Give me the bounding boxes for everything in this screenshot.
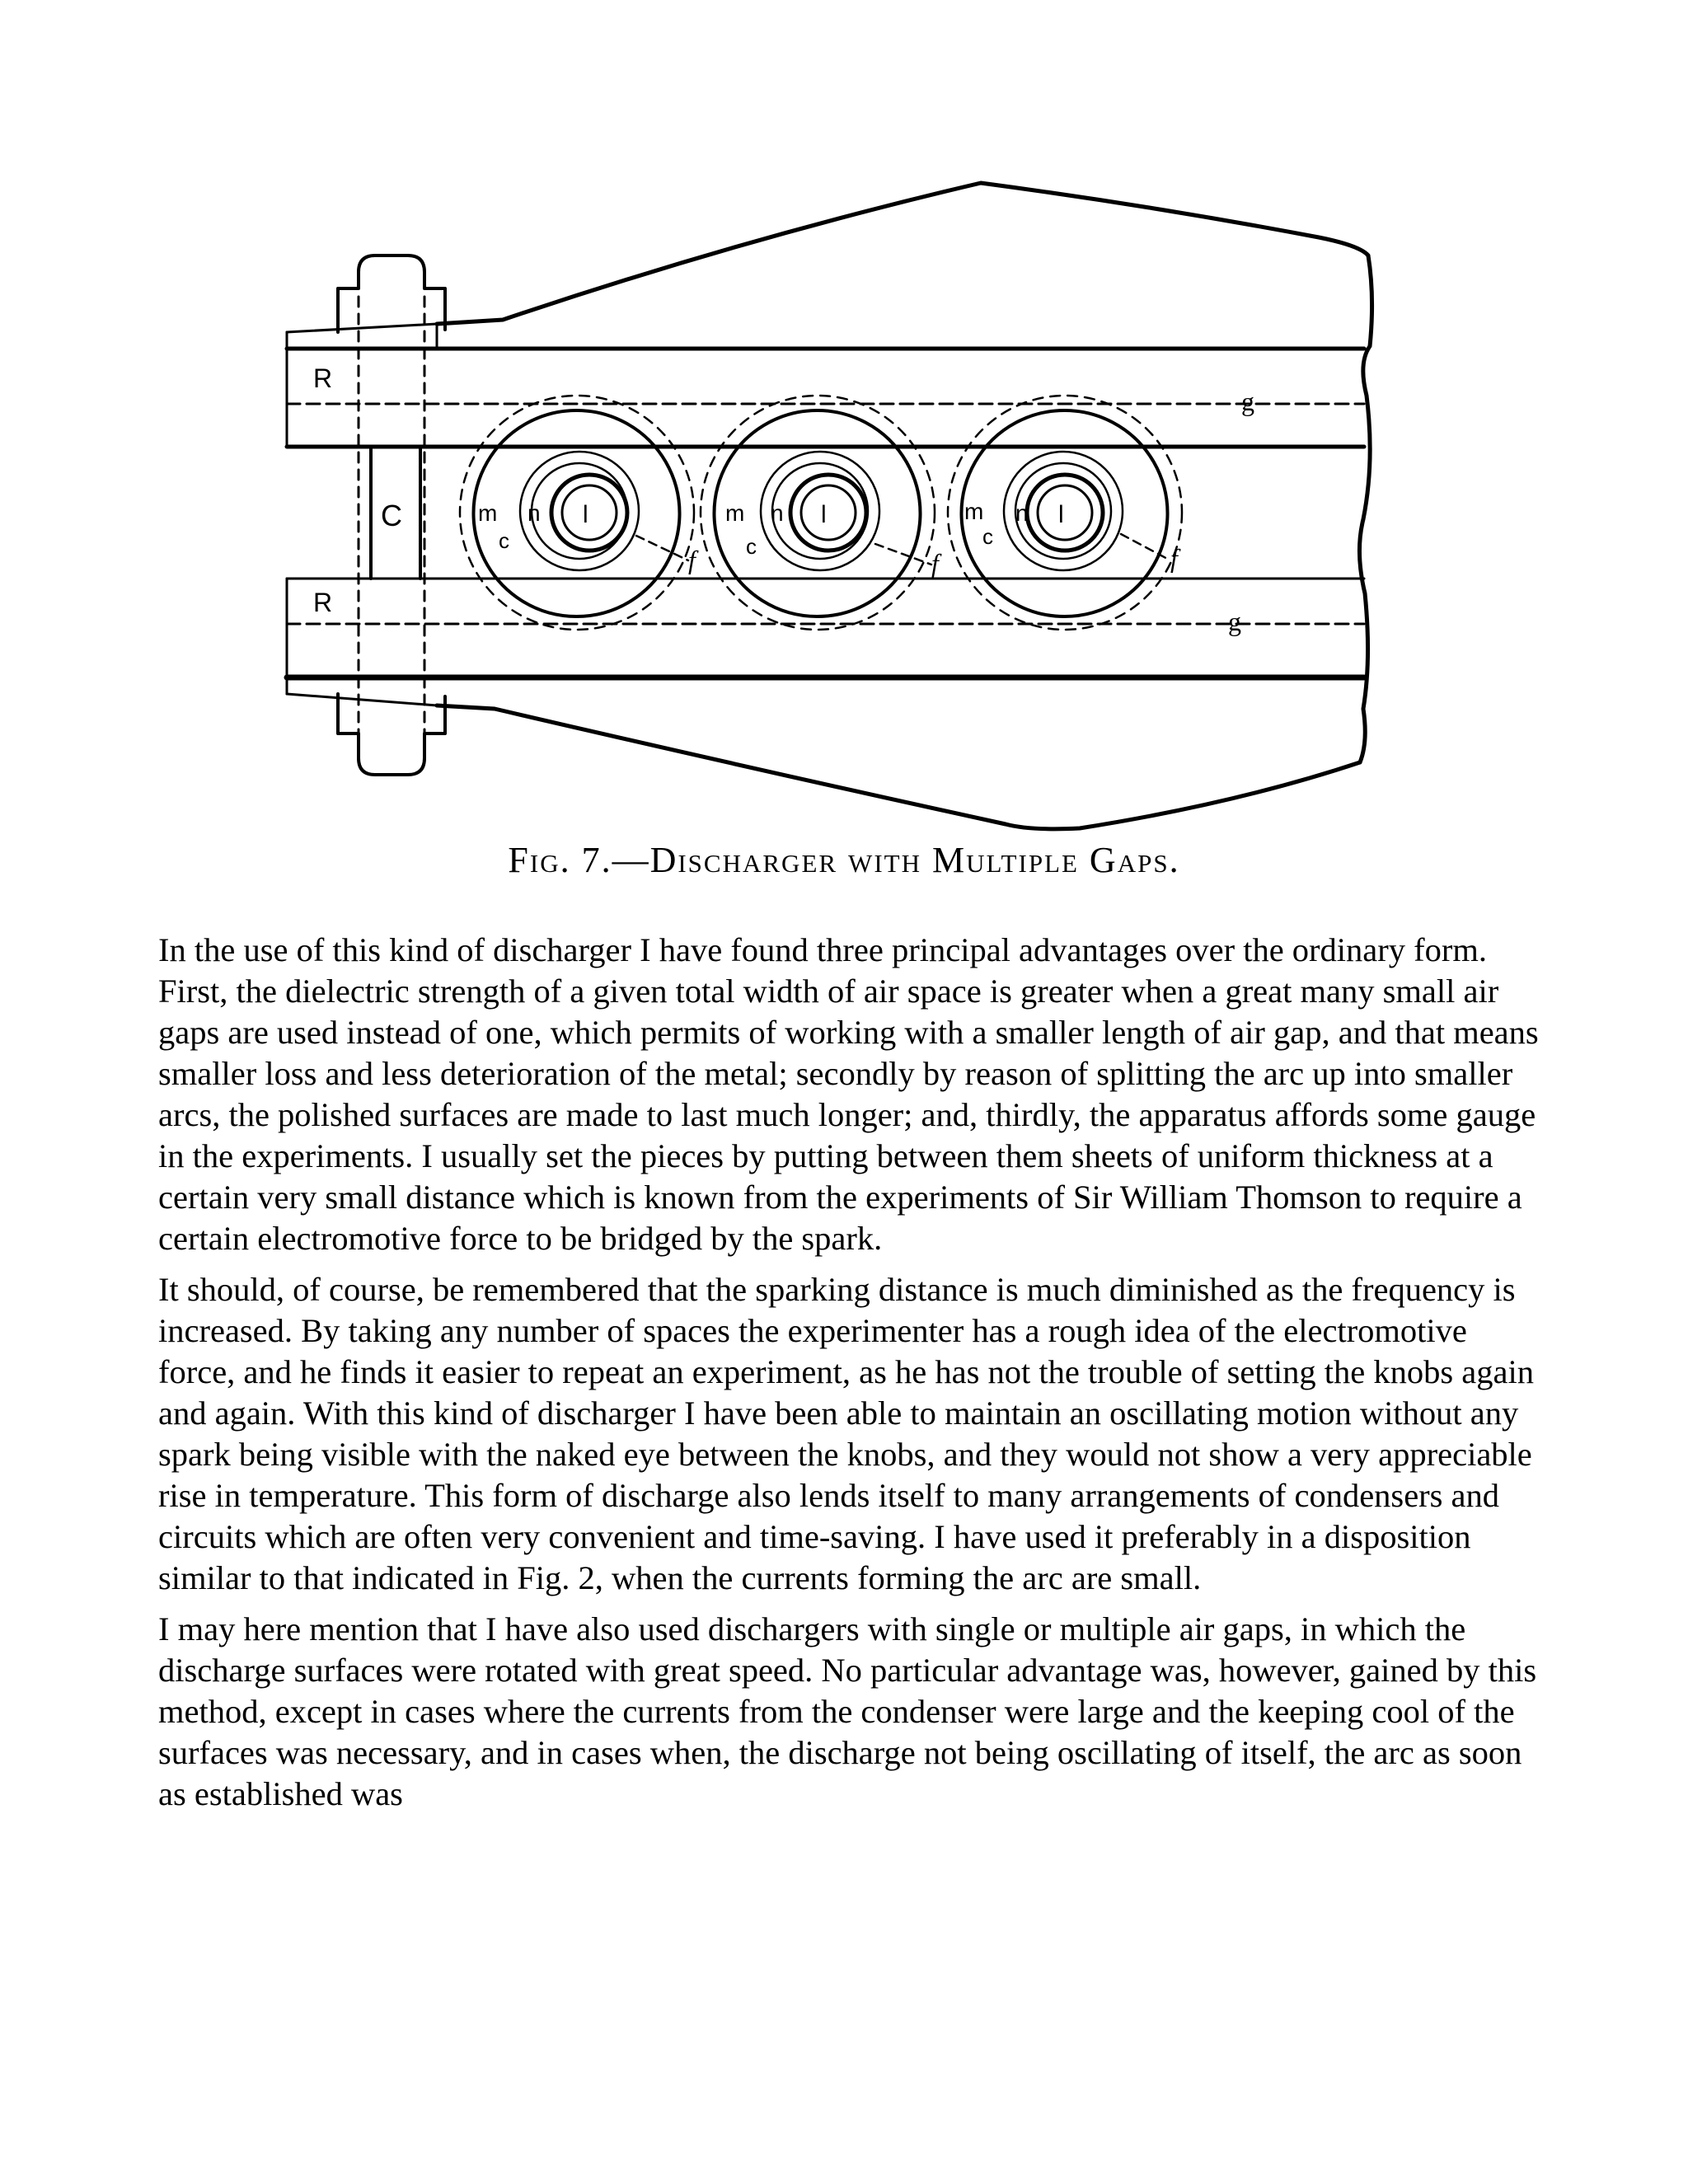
paragraph-1: In the use of this kind of discharger I have found three principal advantages over the ordinary form. First, the dielectric strength of a given total width of air space is greater when a great many small air gaps are used instead of one, which permits of working with a smaller length of air gap, and that means smaller loss and less deterioration of the metal; secondly by reason of splitting the arc up into smaller arcs, the polished surfaces are made to last much longer; and, thirdly, the apparatus affords some gauge in the experiments. I usually set the pieces by putting between them sheets of uniform thickness at a certain very small distance which is known from the experiments of Sir William Thomson to require a certain electromotive force to be bridged by the spark. <box>158 931 1539 1257</box>
paragraph-2: It should, of course, be remembered that the sparking distance is much diminished as the frequency is increased. By taking any number of spaces the experimenter has a rough idea of the electromotive force, and he finds it easier to repeat an experiment, as he has not the trouble of setting the knobs again and again. With this kind of discharger I have been able to maintain an oscillating motion without any spark being visible with the naked eye between the knobs, and they would not show a very appreciable rise in temperature. This form of discharge also lends itself to many arrangements of condensers and circuits which are often very convenient and time-saving. I have used it preferably in a disposition similar to that indicated in Fig. 2, when the currents forming the arc are small. <box>158 1271 1534 1596</box>
label-m-2: m <box>725 500 745 526</box>
label-f-2: f <box>931 548 939 578</box>
label-c-3: c <box>982 524 993 549</box>
body-outline-right <box>1359 255 1372 762</box>
label-c-2: c <box>746 534 757 559</box>
label-g-top: g <box>1241 387 1254 416</box>
label-m-3: m <box>964 499 984 524</box>
body-text <box>158 930 1543 1825</box>
bolt-cap-top-left <box>338 272 359 332</box>
label-g-bottom: g <box>1228 607 1241 636</box>
label-R-bottom: R <box>313 588 333 617</box>
bar-top-upper <box>287 324 437 349</box>
body-outline-top <box>437 183 1368 324</box>
label-f-3: f <box>1170 543 1178 573</box>
label-c-1: c <box>499 528 509 553</box>
label-m-1: m <box>478 500 498 526</box>
bar-bottom-lower <box>287 694 437 705</box>
label-n-3: n <box>1015 500 1029 526</box>
bolt-cap-top <box>359 255 445 330</box>
paragraph-3: I may here mention that I have also used dischargers with single or multiple air gaps, in which the discharge surfaces were rotated with great speed. No particular advantage was, however, gained by this method, except in cases where the currents from the condenser were large and the keeping cool of the surfaces was necessary, and in cases when, the discharge not being oscillating of itself, the arc as soon as established was <box>158 1610 1537 1812</box>
bolt-cap-bottom <box>359 696 445 775</box>
figure-caption: Fig. 7.—Discharger with Multiple Gaps. <box>508 840 1180 880</box>
body-outline-bottom <box>437 705 1360 829</box>
label-n-1: n <box>528 500 541 526</box>
label-f-1: f <box>688 545 696 574</box>
label-l-2: l <box>821 501 827 528</box>
bolt-cap-bottom-left <box>338 694 359 758</box>
discharger-figure <box>0 0 1688 882</box>
label-R-top: R <box>313 363 333 393</box>
label-n-2: n <box>771 500 784 526</box>
label-l-3: l <box>1058 501 1064 528</box>
label-C: C <box>381 499 402 532</box>
label-l-1: l <box>583 501 588 528</box>
